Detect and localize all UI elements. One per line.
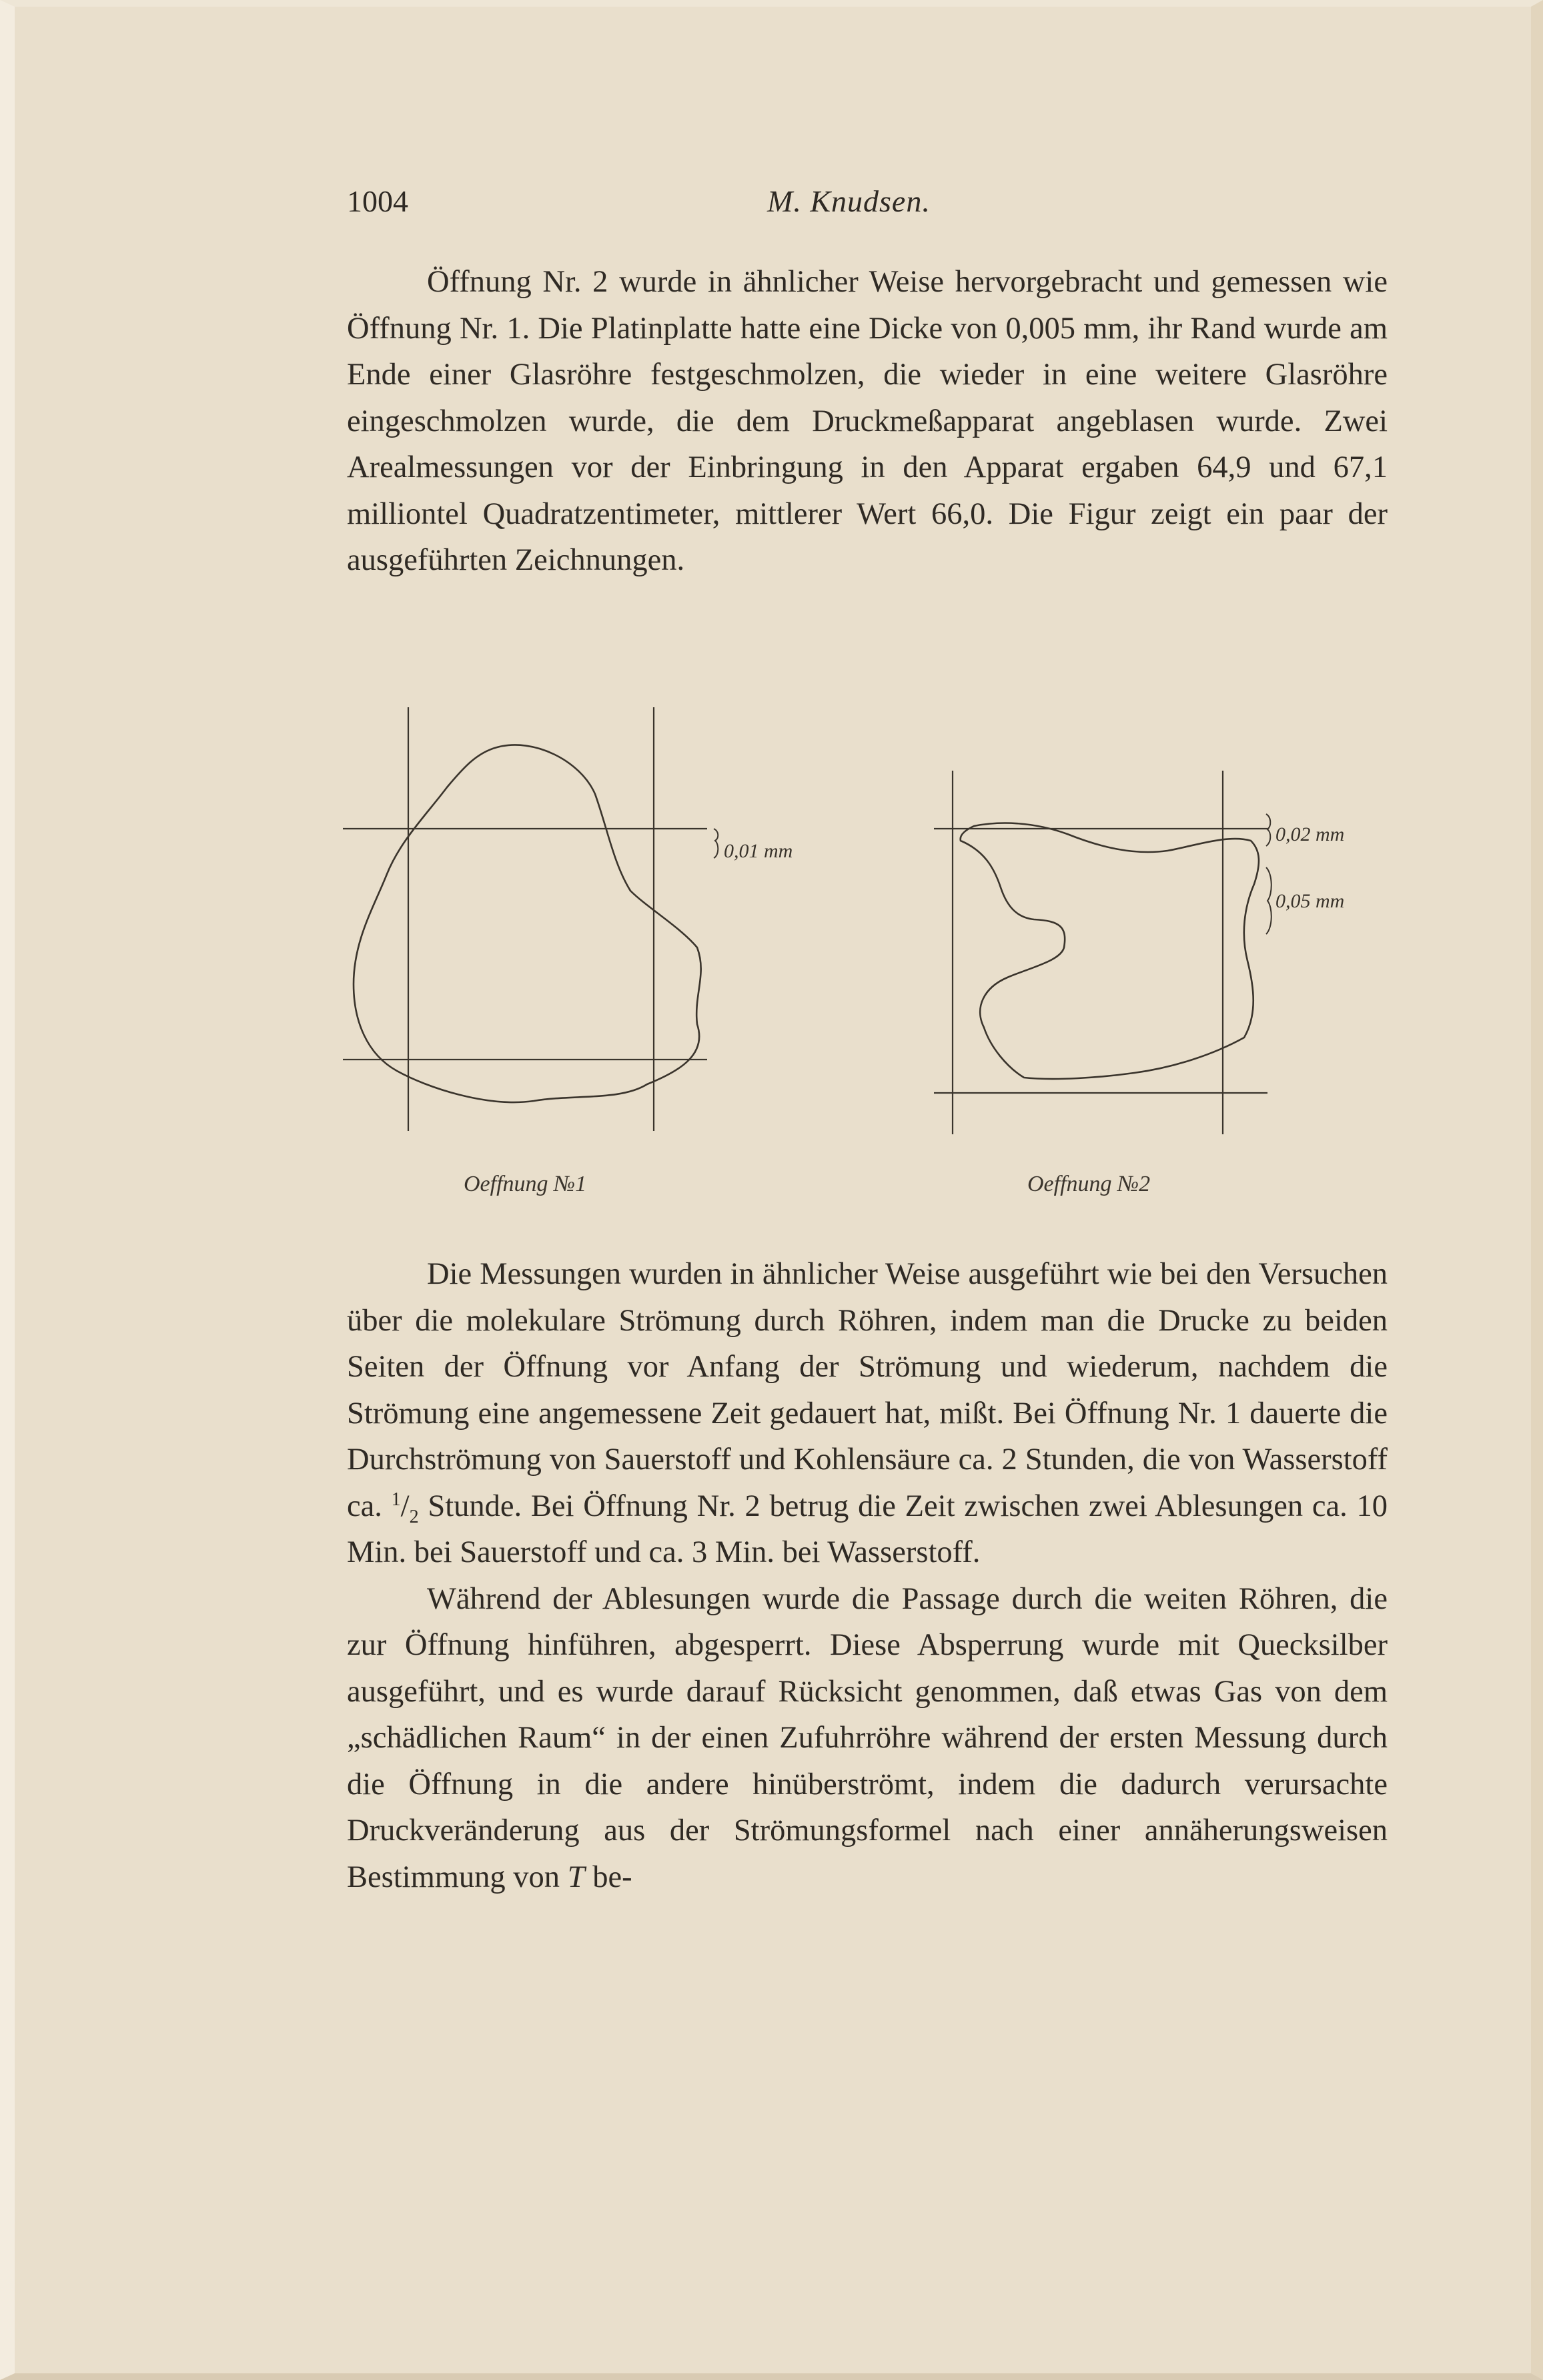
page-number: 1004 bbox=[347, 184, 408, 218]
scale-label-right-2: 0,05 mm bbox=[1275, 890, 1345, 912]
fraction-denominator: 2 bbox=[409, 1506, 419, 1527]
paragraph-3-text: Während der Ablesungen wurde die Passage durch die weiten Röhren, die zur Öffnung hinführen, abgesperrt. Diese Absperrung wurde mit Quecksilber ausgeführt, und es wurde darauf Rücksicht genommen, daß etwas Gas von dem „schädlichen Raum“ in der einen Zufuhrröhre während der ersten Messung durch die Öffnung in die andere hinüberströmt, indem die dadurch verursachte Druckveränderung aus der Strömungsformel nach einer annäherungsweisen Bestimmung von bbox=[347, 1581, 1388, 1894]
figure-openings bbox=[334, 707, 1374, 1214]
caption-right: Oeffnung №2 bbox=[1027, 1172, 1151, 1196]
scale-label-right-1: 0,02 mm bbox=[1275, 823, 1345, 845]
paragraph-3 bbox=[347, 1576, 1388, 1901]
fraction-numerator: 1 bbox=[391, 1489, 401, 1510]
opening-2-outline bbox=[961, 823, 1259, 1079]
paragraph-2-part-1: Die Messungen wurden in ähnlicher Weise ausgeführt wie bei den Versuchen über die molekulare Strömung durch Röhren, indem man die Drucke zu beiden Seiten der Öffnung vor Anfang der Strömung und wiederum, nachdem die Strömung eine angemessene Zeit gedauert hat, mißt. Bei Öffnung Nr. 1 dauerte die Durchströmung von Sauerstoff und Kohlensäure ca. 2 Stunden, die von Wasserstoff ca. bbox=[347, 1257, 1388, 1523]
paragraph-3-end: be- bbox=[584, 1860, 632, 1894]
opening-1-outline bbox=[354, 745, 701, 1102]
grid-left bbox=[343, 707, 707, 1131]
running-head: M. Knudsen. bbox=[767, 184, 931, 218]
page-header bbox=[347, 183, 1388, 224]
scale-label-left: 0,01 mm bbox=[724, 840, 793, 862]
scale-bracket-left bbox=[714, 829, 718, 858]
math-symbol-T: T bbox=[567, 1860, 585, 1894]
paragraph-1: Öffnung Nr. 2 wurde in ähnlicher Weise hervorgebracht und gemessen wie Öffnung Nr. 1. Die Platinplatte hatte eine Dicke von 0,005 mm, ihr Rand wurde am Ende einer Glasröhre festgeschmolzen, die wieder in eine weitere Glasröhre eingeschmolzen wurde, die dem Druckmeßapparat angeblasen wurde. Zwei Arealmessungen vor der Einbringung in den Apparat ergaben 64,9 und 67,1 milliontel Quadratzentimeter, mittlerer Wert 66,0. Die Figur zeigt ein paar der ausgeführten Zeichnungen. bbox=[347, 265, 1388, 577]
paragraph-2-part-2: Stunde. Bei Öffnung Nr. 2 betrug die Zeit zwischen zwei Ablesungen ca. 10 Min. bei Sauerstoff und ca. 3 Min. bei Wasserstoff. bbox=[347, 1489, 1388, 1569]
paragraph-2: Die Messungen wurden in ähnlicher Weise ausgeführt wie bei den Versuchen über die molekulare Strömung durch Röhren, indem man die Drucke zu beiden Seiten der Öffnung vor Anfang der Strömung und wiederum, nachdem die Strömung eine angemessene Zeit gedauert hat, mißt. Bei Öffnung Nr. 1 dauerte die Durchströmung von Sauerstoff und Kohlensäure ca. 2 Stunden, die von Wasserstoff ca. $^1/_2$ Stunde. Bei Öffnung Nr. 2 betrug die Zeit zwischen zwei Ablesungen ca. 10 Min. bei Sauerstoff und ca. 3 Min. bei Wasserstoff. bbox=[347, 1257, 1388, 1569]
caption-left: Oeffnung №1 bbox=[464, 1172, 587, 1196]
scale-bracket-right-1 bbox=[1266, 814, 1270, 846]
text-block-bottom bbox=[347, 1251, 1388, 1900]
scale-bracket-right-2 bbox=[1266, 867, 1271, 934]
text-block-top bbox=[347, 259, 1388, 584]
figure-drawing bbox=[334, 707, 1374, 1214]
